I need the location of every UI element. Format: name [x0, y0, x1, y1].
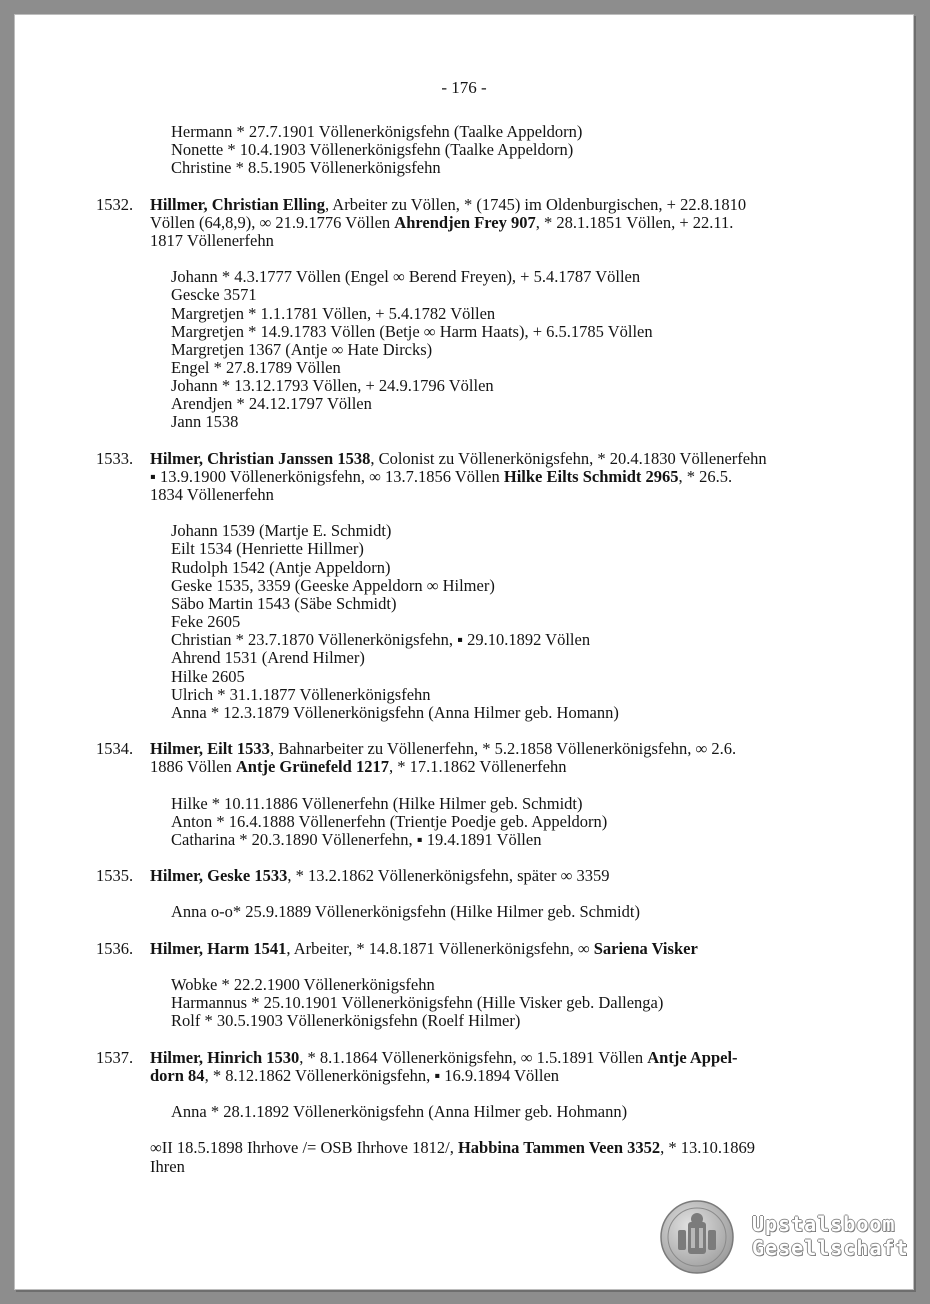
child-line: [171, 994, 663, 1012]
entry-text: Harmannus * 25.10.1901 Völlenerkönigsfehn (Hille Visker geb. Dallenga): [171, 993, 664, 1013]
entry-number: 1537.: [96, 1047, 134, 1067]
entry-line: [150, 486, 274, 504]
child-line: [171, 413, 238, 431]
child-line: [171, 159, 441, 177]
child-line: [171, 649, 365, 667]
entry-text: ▪ 13.9.1900 Völlenerkönigsfehn, ∞ 13.7.1856 Völlen: [150, 466, 504, 486]
entry-line: [150, 940, 698, 958]
child-line: [171, 286, 257, 304]
child-line: [171, 522, 391, 540]
child-line: [171, 559, 391, 577]
entry-text: , * 8.12.1862 Völlenerkönigsfehn, ▪ 16.9.1894 Völlen: [204, 1065, 560, 1085]
person-name: Ahrendjen Frey 907: [394, 212, 536, 232]
entry-text: Anna * 12.3.1879 Völlenerkönigsfehn (Anna Hilmer geb. Homann): [171, 702, 619, 722]
entry-text: Christian * 23.7.1870 Völlenerkönigsfehn, ▪ 29.10.1892 Völlen: [171, 630, 591, 650]
child-line: [171, 813, 607, 831]
entry-text: ∞II 18.5.1898 Ihrhove /= OSB Ihrhove 1812/,: [150, 1138, 458, 1158]
child-line: [171, 577, 495, 595]
child-line: [171, 359, 341, 377]
entry-text: 1886 Völlen: [150, 757, 236, 777]
entry-line: [150, 196, 746, 214]
entry-text: 1834 Völlenerfehn: [150, 485, 274, 504]
logo-line-1: Upstalsboom: [752, 1212, 896, 1236]
entry-text: , * 8.1.1864 Völlenerkönigsfehn, ∞ 1.5.1891 Völlen: [299, 1047, 648, 1067]
document-page: [14, 14, 914, 1290]
entry-text: Johann 1539 (Martje E. Schmidt): [171, 521, 392, 541]
society-logo: [660, 1200, 912, 1276]
child-line: [171, 631, 590, 649]
entry-text: Ahrend 1531 (Arend Hilmer): [171, 648, 365, 668]
entry-number: 1536.: [96, 938, 134, 958]
entry-line: [150, 740, 736, 758]
entry-text: Margretjen 1367 (Antje ∞ Hate Dircks): [171, 339, 433, 359]
entry-text: Arendjen * 24.12.1797 Völlen: [171, 394, 372, 414]
person-name: Hilke Eilts Schmidt 2965: [503, 466, 679, 486]
entry-line: [150, 468, 732, 486]
entry-text: Hermann * 27.7.1901 Völlenerkönigsfehn (Taalke Appeldorn): [171, 122, 583, 141]
entry-text: , * 13.2.1862 Völlenerkönigsfehn, später ∞ 3359: [287, 866, 610, 886]
entry-text: Geske 1535, 3359 (Geeske Appeldorn ∞ Hilmer): [171, 575, 495, 595]
entry-text: , Arbeiter, * 14.8.1871 Völlenerkönigsfehn, ∞: [286, 938, 594, 958]
entry-text: , Arbeiter zu Völlen, * (1745) im Oldenburgischen, + 22.8.1810: [324, 194, 747, 214]
child-line: [171, 395, 372, 413]
entry-line: [150, 1067, 559, 1085]
entry-text: Hilke 2605: [171, 666, 245, 686]
entry-text: , * 13.10.1869: [660, 1138, 756, 1158]
upstalsboom-seal-icon: [660, 1200, 734, 1274]
entry-text: Engel * 27.8.1789 Völlen: [171, 357, 341, 377]
child-line: [171, 377, 494, 395]
child-line: [171, 831, 541, 849]
entry-text: Säbo Martin 1543 (Säbe Schmidt): [171, 593, 397, 613]
entry-text: Margretjen * 1.1.1781 Völlen, + 5.4.1782 Völlen: [171, 303, 496, 323]
child-line: [171, 704, 619, 722]
person-name: Habbina Tammen Veen 3352: [457, 1138, 661, 1158]
child-line: [171, 976, 435, 994]
entry-text: Ulrich * 31.1.1877 Völlenerkönigsfehn: [171, 684, 431, 704]
logo-wordmark: [752, 1212, 909, 1260]
entry-text: Johann * 13.12.1793 Völlen, + 24.9.1796 Völlen: [171, 376, 494, 396]
entry-number: 1534.: [96, 739, 134, 759]
child-line: [171, 613, 240, 631]
entry-text: Wobke * 22.2.1900 Völlenerkönigsfehn: [171, 975, 435, 995]
child-line: [171, 595, 396, 613]
page-number: - 176 -: [441, 78, 487, 97]
entry-number: 1532.: [96, 194, 134, 214]
entry-text: Jann 1538: [171, 412, 239, 432]
child-line: [171, 1103, 627, 1121]
child-line: [171, 1012, 520, 1030]
person-name: dorn 84: [150, 1065, 205, 1085]
entry-text: , Colonist zu Völlenerkönigsfehn, * 20.4.1830 Völlenerfehn: [370, 448, 767, 468]
entry-text: Feke 2605: [171, 612, 241, 632]
person-name: Hilmer, Eilt 1533: [150, 739, 270, 759]
child-line: [171, 305, 495, 323]
entry-text: Nonette * 10.4.1903 Völlenerkönigsfehn (Taalke Appeldorn): [171, 140, 574, 160]
entry-text: Christine * 8.5.1905 Völlenerkönigsfehn: [171, 158, 441, 178]
entry-text: Catharina * 20.3.1890 Völlenerfehn, ▪ 19.4.1891 Völlen: [171, 829, 542, 849]
person-name: Sariena Visker: [593, 938, 698, 958]
entry-text: Völlen (64,8,9), ∞ 21.9.1776 Völlen: [150, 212, 395, 232]
entry-text: Anna * 28.1.1892 Völlenerkönigsfehn (Anna Hilmer geb. Hohmann): [171, 1102, 628, 1122]
entry-text: , * 26.5.: [678, 466, 733, 486]
entry-line: [150, 214, 733, 232]
entry-line: [150, 1158, 185, 1176]
person-name: Hilmer, Hinrich 1530: [150, 1047, 300, 1067]
entry-line: [150, 232, 274, 250]
child-line: [171, 686, 431, 704]
entry-text: Johann * 4.3.1777 Völlen (Engel ∞ Berend Freyen), + 5.4.1787 Völlen: [171, 267, 641, 287]
entry-line: [150, 867, 610, 885]
entry-text: Gescke 3571: [171, 285, 257, 305]
entry-text: Rolf * 30.5.1903 Völlenerkönigsfehn (Roelf Hilmer): [171, 1011, 521, 1031]
person-name: Hillmer, Christian Elling: [150, 194, 325, 214]
entry-text: Rudolph 1542 (Antje Appeldorn): [171, 557, 391, 577]
entry-text: Ihren: [150, 1156, 185, 1176]
entry-line: [150, 1049, 738, 1067]
child-line: [171, 795, 583, 813]
entry-text: Hilke * 10.11.1886 Völlenerfehn (Hilke Hilmer geb. Schmidt): [171, 793, 583, 813]
entry-text: , * 28.1.1851 Völlen, + 22.11.: [535, 212, 734, 232]
entry-text: , Bahnarbeiter zu Völlenerfehn, * 5.2.1858 Völlenerkönigsfehn, ∞ 2.6.: [269, 739, 737, 759]
child-line: [171, 141, 573, 159]
logo-line-2: Gesellschaft: [752, 1236, 909, 1260]
child-line: [171, 123, 582, 141]
child-line: [171, 341, 432, 359]
entry-number: 1533.: [96, 448, 134, 468]
entry-text: Anna o-o* 25.9.1889 Völlenerkönigsfehn (Hilke Hilmer geb. Schmidt): [171, 902, 640, 922]
person-name: Hilmer, Harm 1541: [150, 938, 287, 958]
entry-text: Anton * 16.4.1888 Völlenerfehn (Trientje Poedje geb. Appeldorn): [171, 811, 608, 831]
child-line: [171, 268, 640, 286]
person-name: Antje Grünefeld 1217: [235, 757, 389, 777]
child-line: [171, 903, 640, 921]
person-name: Hilmer, Geske 1533: [150, 866, 288, 886]
person-name: Hilmer, Christian Janssen 1538: [150, 448, 371, 468]
entry-line: [150, 450, 767, 468]
child-line: [171, 540, 364, 558]
entry-text: 1817 Völlenerfehn: [150, 230, 274, 250]
entry-number: 1535.: [96, 866, 134, 886]
child-line: [171, 323, 653, 341]
entry-text: , * 17.1.1862 Völlenerfehn: [388, 757, 567, 777]
person-name: Antje Appel-: [647, 1047, 738, 1067]
child-line: [171, 668, 245, 686]
entry-text: Eilt 1534 (Henriette Hillmer): [171, 539, 364, 559]
entry-text: Margretjen * 14.9.1783 Völlen (Betje ∞ Harm Haats), + 6.5.1785 Völlen: [171, 321, 653, 341]
entry-line: [150, 758, 566, 776]
entry-line: [150, 1139, 755, 1157]
